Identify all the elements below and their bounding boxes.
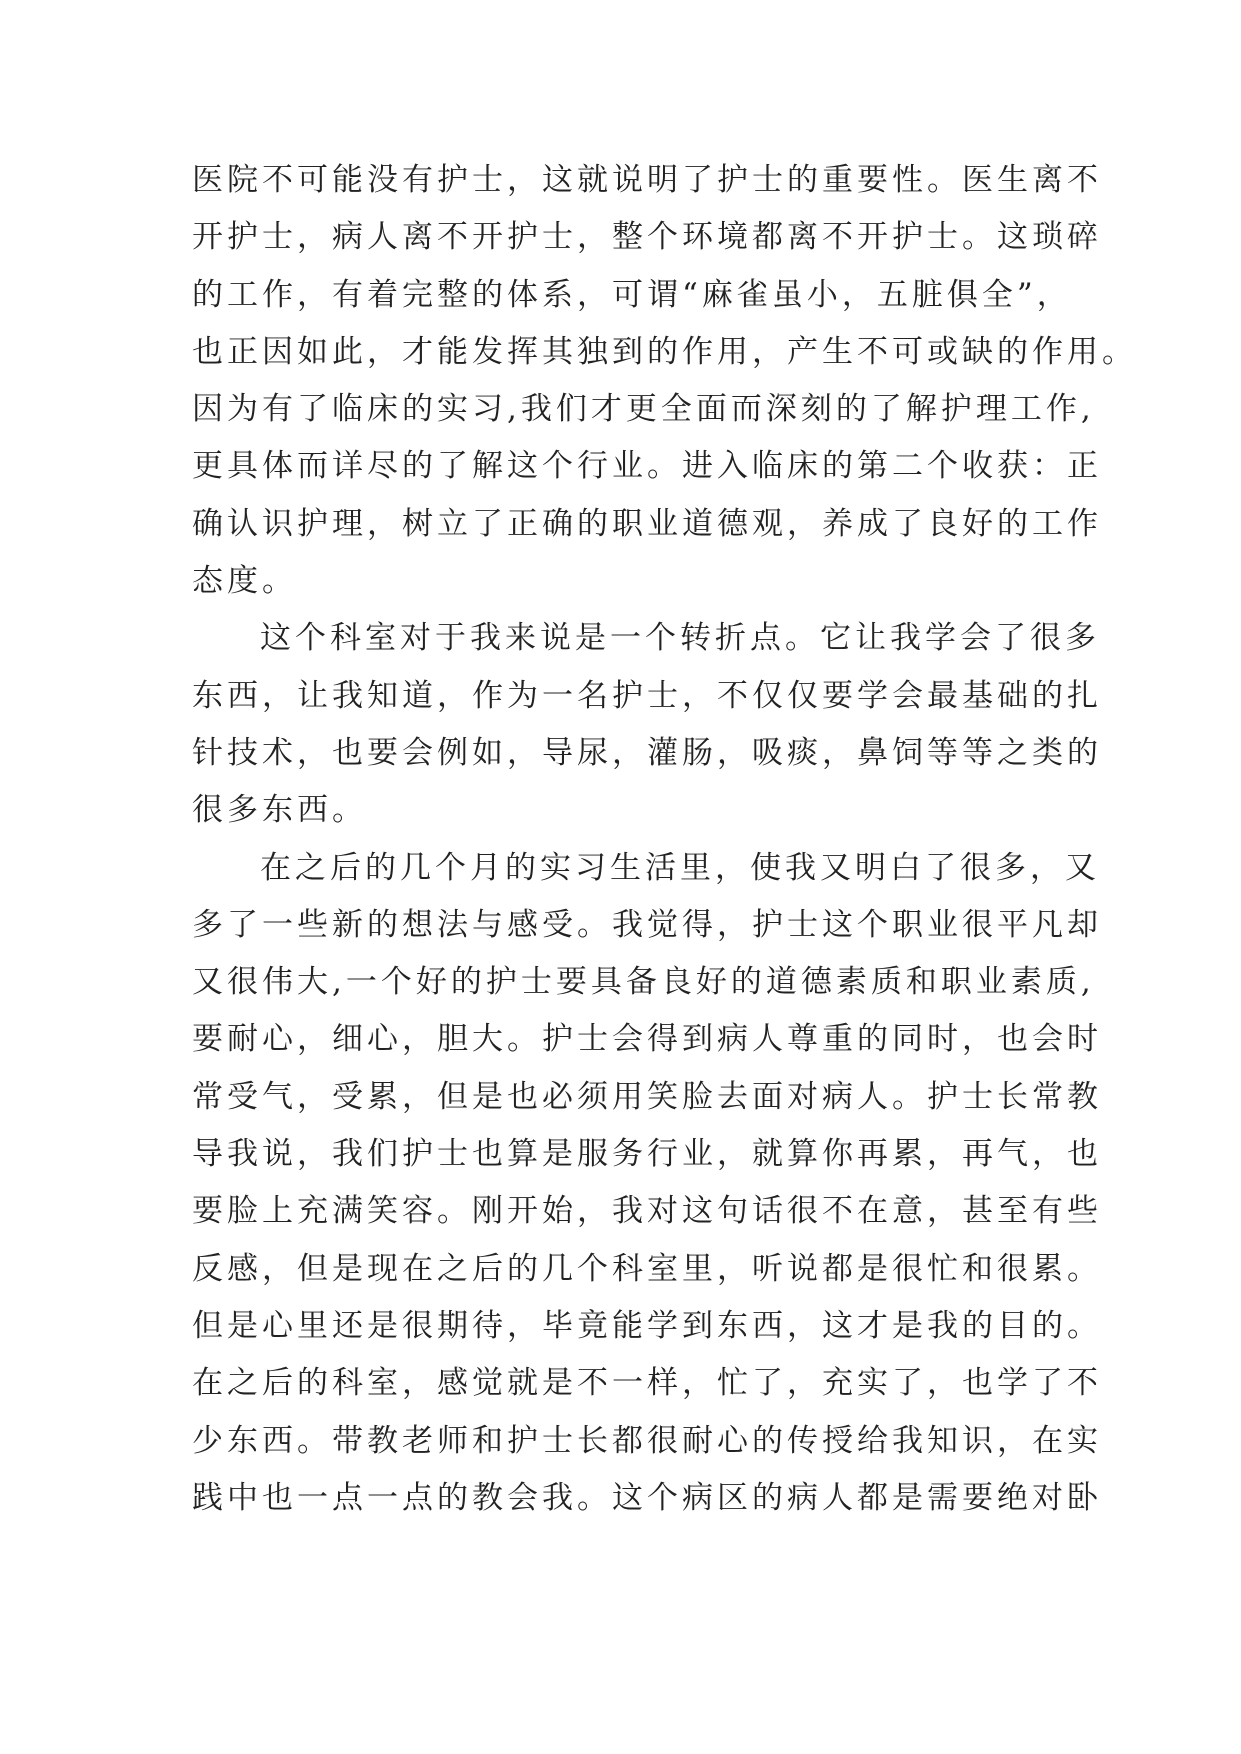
text-line: 在之后的科室，感觉就是不一样，忙了，充实了，也学了不 bbox=[192, 1365, 1102, 1402]
text-line: 多了一些新的想法与感受。我觉得，护士这个职业很平凡却 bbox=[192, 906, 1102, 943]
text-line: 东西，让我知道，作为一名护士，不仅仅要学会最基础的扎 bbox=[192, 677, 1102, 714]
text-line: 又很伟大,一个好的护士要具备良好的道德素质和职业素质, bbox=[192, 964, 1095, 1001]
text-line: 常受气，受累，但是也必须用笑脸去面对病人。护士长常教 bbox=[192, 1078, 1102, 1115]
text-line: 导我说，我们护士也算是服务行业，就算你再累，再气，也 bbox=[192, 1136, 1102, 1173]
body-text bbox=[192, 152, 1137, 1527]
text-line: 的工作，有着完整的体系，可谓“麻雀虽小，五脏俱全”， bbox=[192, 276, 1072, 313]
text-line: 但是心里还是很期待，毕竟能学到东西，这才是我的目的。 bbox=[192, 1307, 1102, 1344]
text-line: 也正因如此，才能发挥其独到的作用，产生不可或缺的作用。 bbox=[192, 333, 1137, 370]
text-line: 要耐心，细心，胆大。护士会得到病人尊重的同时，也会时 bbox=[192, 1021, 1102, 1058]
text-line: 很多东西。 bbox=[192, 792, 367, 829]
text-line: 要脸上充满笑容。刚开始，我对这句话很不在意，甚至有些 bbox=[192, 1193, 1102, 1230]
paragraph-first-line: 这个科室对于我来说是一个转折点。它让我学会了很多 bbox=[260, 620, 1100, 657]
text-line: 因为有了临床的实习,我们才更全面而深刻的了解护理工作, bbox=[192, 391, 1095, 428]
text-line: 反感，但是现在之后的几个科室里，听说都是很忙和很累。 bbox=[192, 1250, 1102, 1287]
text-line: 态度。 bbox=[192, 563, 297, 600]
text-line: 开护士，病人离不开护士，整个环境都离不开护士。这琐碎 bbox=[192, 219, 1102, 256]
text-line: 医院不可能没有护士，这就说明了护士的重要性。医生离不 bbox=[192, 162, 1102, 198]
text-line: 践中也一点一点的教会我。这个病区的病人都是需要绝对卧 bbox=[192, 1479, 1102, 1516]
text-line: 确认识护理，树立了正确的职业道德观，养成了良好的工作 bbox=[192, 505, 1102, 542]
text-line: 针技术，也要会例如，导尿，灌肠，吸痰，鼻饲等等之类的 bbox=[192, 734, 1102, 771]
text-line: 更具体而详尽的了解这个行业。进入临床的第二个收获：正 bbox=[192, 448, 1102, 485]
paragraph-first-line: 在之后的几个月的实习生活里，使我又明白了很多，又 bbox=[260, 849, 1100, 886]
text-line: 少东西。带教老师和护士长都很耐心的传授给我知识，在实 bbox=[192, 1422, 1102, 1459]
